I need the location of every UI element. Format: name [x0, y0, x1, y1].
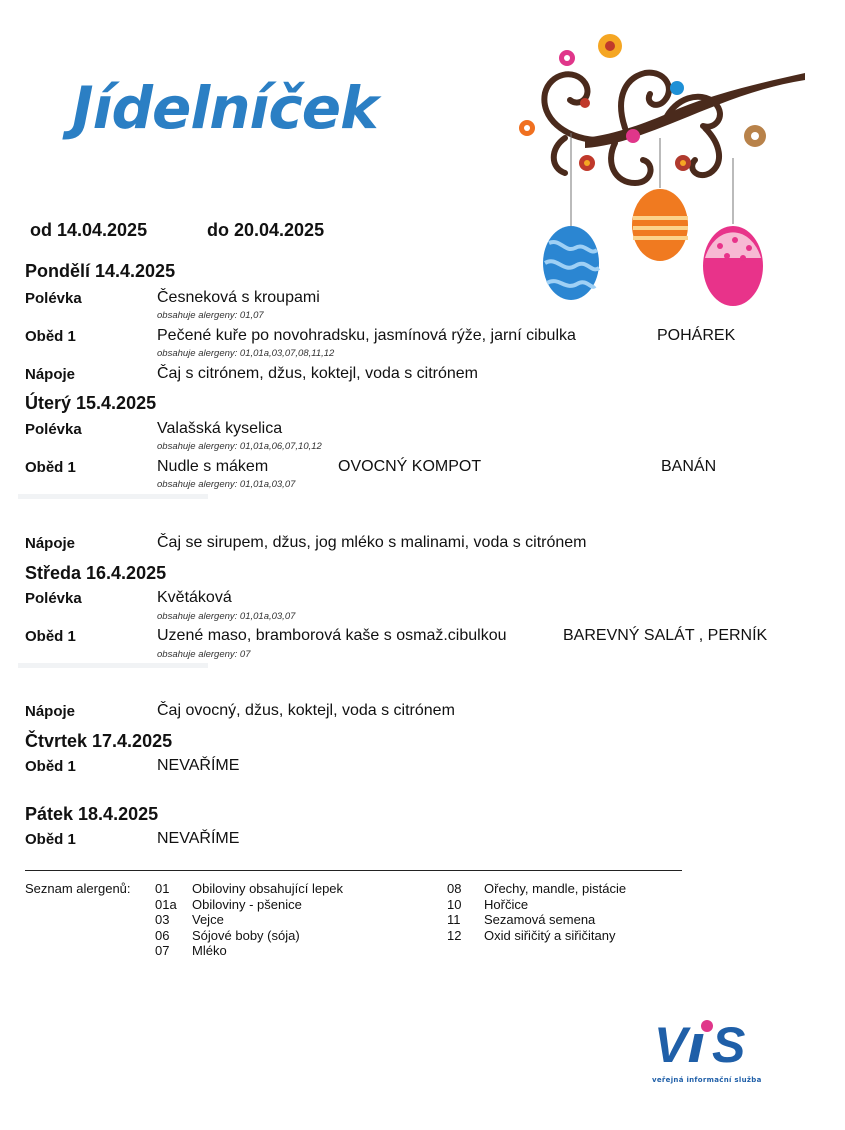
vis-logo: [652, 1018, 782, 1090]
scan-artifact: [18, 663, 208, 668]
allergen-name: Obiloviny - pšenice: [192, 897, 302, 912]
soup-allergens: obsahuje alergeny: 01,07: [157, 310, 264, 321]
date-from: od 14.04.2025: [30, 220, 148, 240]
vis-logo-tagline: veřejná informační služba: [652, 1076, 762, 1084]
lunch-label: Oběd 1: [25, 831, 76, 848]
scan-artifact: [18, 494, 208, 499]
allergen-name: Hořčice: [484, 897, 529, 912]
allergen-code: 03: [155, 912, 170, 927]
lunch-extra: BAREVNÝ SALÁT , PERNÍK: [563, 627, 768, 644]
lunch-text: Pečené kuře po novohradsku, jasmínová rýže, jarní cibulka: [157, 327, 576, 344]
divider: [25, 870, 682, 871]
drinks-label: Nápoje: [25, 703, 76, 720]
day-heading: Úterý 15.4.2025: [25, 393, 157, 413]
lunch-extra: BANÁN: [661, 458, 717, 475]
allergen-code: 01a: [155, 897, 177, 912]
lunch-label: Oběd 1: [25, 459, 76, 476]
vis-logo-mark: [652, 1018, 770, 1068]
drinks-label: Nápoje: [25, 366, 76, 383]
allergen-code: 01: [155, 881, 170, 896]
allergen-code: 06: [155, 928, 170, 943]
lunch-text: NEVAŘÍME: [157, 757, 240, 774]
lunch-allergens: obsahuje alergeny: 07: [157, 649, 251, 660]
allergen-name: Oxid siřičitý a siřičitany: [484, 928, 616, 943]
day-heading: Čtvrtek 17.4.2025: [25, 731, 173, 751]
drinks-text: Čaj s citrónem, džus, koktejl, voda s citrónem: [157, 365, 479, 382]
allergen-code: 11: [447, 912, 461, 927]
allergen-name: Mléko: [192, 943, 227, 958]
day-heading: Pondělí 14.4.2025: [25, 261, 176, 281]
easter-decoration-image: [505, 28, 810, 313]
soup-text: Česneková s kroupami: [157, 289, 320, 306]
allergen-code: 12: [447, 928, 462, 943]
lunch-allergens: obsahuje alergeny: 01,01a,03,07,08,11,12: [157, 348, 335, 359]
svg-text:S: S: [712, 1018, 746, 1068]
allergen-name: Obiloviny obsahující lepek: [192, 881, 344, 896]
lunch-extra: POHÁREK: [657, 327, 736, 344]
lunch-extra: OVOCNÝ KOMPOT: [338, 458, 482, 475]
allergen-code: 10: [447, 897, 462, 912]
allergen-name: Ořechy, mandle, pistácie: [484, 881, 627, 896]
day-heading: Pátek 18.4.2025: [25, 804, 159, 824]
allergen-name: Vejce: [192, 912, 224, 927]
page-title: Jídelníček: [72, 74, 378, 142]
lunch-text: Nudle s mákem: [157, 458, 269, 475]
allergen-code: 07: [155, 943, 170, 958]
drinks-text: Čaj se sirupem, džus, jog mléko s malinami, voda s citrónem: [157, 534, 587, 551]
lunch-allergens: obsahuje alergeny: 01,01a,03,07: [157, 479, 296, 490]
soup-allergens: obsahuje alergeny: 01,01a,03,07: [157, 611, 296, 622]
soup-label: Polévka: [25, 590, 82, 607]
date-to: do 20.04.2025: [207, 220, 325, 240]
soup-allergens: obsahuje alergeny: 01,01a,06,07,10,12: [157, 441, 322, 452]
lunch-label: Oběd 1: [25, 628, 76, 645]
soup-label: Polévka: [25, 421, 82, 438]
allergen-name: Sójové boby (sója): [192, 928, 300, 943]
day-heading: Středa 16.4.2025: [25, 563, 167, 583]
drinks-text: Čaj ovocný, džus, koktejl, voda s citrónem: [157, 702, 455, 719]
soup-text: Valašská kyselica: [157, 420, 283, 437]
soup-label: Polévka: [25, 290, 82, 307]
svg-text:V: V: [654, 1018, 686, 1068]
lunch-label: Oběd 1: [25, 328, 76, 345]
lunch-text: Uzené maso, bramborová kaše s osmaž.cibulkou: [157, 627, 507, 644]
allergen-legend-label: Seznam alergenů:: [25, 881, 131, 896]
drinks-label: Nápoje: [25, 535, 76, 552]
allergen-code: 08: [447, 881, 462, 896]
allergen-name: Sezamová semena: [484, 912, 596, 927]
lunch-label: Oběd 1: [25, 758, 76, 775]
lunch-text: NEVAŘÍME: [157, 830, 240, 847]
soup-text: Květáková: [157, 589, 232, 606]
